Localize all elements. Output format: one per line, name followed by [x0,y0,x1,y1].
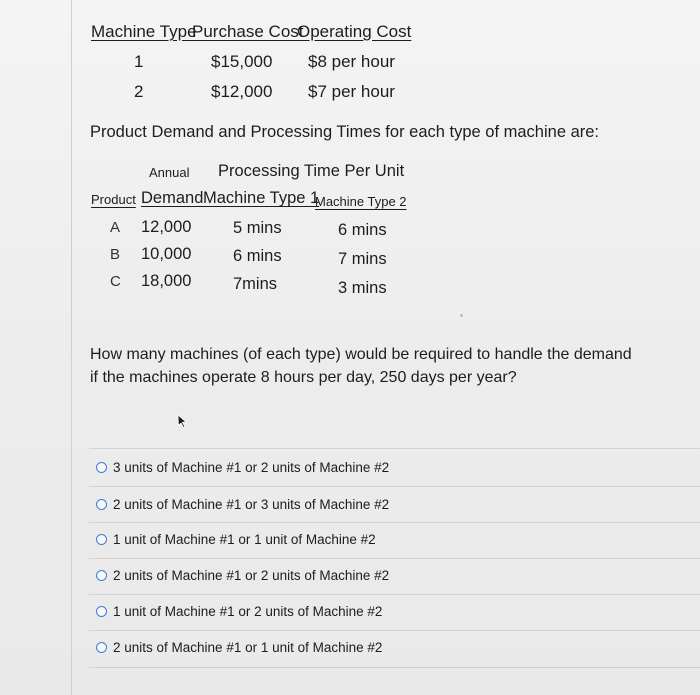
annual-label: Annual [149,165,190,180]
answer-option-1[interactable] [96,460,389,475]
option-divider [89,594,700,595]
radio-unselected-icon[interactable] [96,606,107,617]
processing-row-a-product: A [110,219,121,236]
processing-row-c-product: C [110,273,121,290]
machine-row-1-purchase: $15,000 [211,52,273,71]
radio-unselected-icon[interactable] [96,462,107,473]
processing-header-machine-2: Machine Type 2 [315,194,407,209]
answer-option-6[interactable] [96,640,382,655]
radio-unselected-icon[interactable] [96,642,107,653]
machine-row-2-purchase: $12,000 [211,82,273,101]
processing-row-b-demand: 10,000 [141,245,192,263]
question-line-1: How many machines (of each type) would be required to handle the demand [90,346,632,363]
answer-option-2[interactable] [96,497,389,512]
processing-row-c-mt2: 3 mins [338,279,387,297]
option-divider [89,667,700,668]
option-divider [89,486,700,487]
answer-option-5[interactable] [96,604,382,619]
processing-row-b-mt1: 6 mins [233,247,282,265]
answer-option-3[interactable] [96,532,376,547]
machine-row-2-type: 2 [134,82,144,101]
machine-row-1-operating: $8 per hour [308,52,395,71]
radio-unselected-icon[interactable] [96,570,107,581]
machine-row-1-type: 1 [134,52,144,71]
question-line-2: if the machines operate 8 hours per day, 250 days per year? [90,369,517,386]
machine-row-2-operating: $7 per hour [308,82,395,101]
machine-table-header-operating: Operating Cost [297,22,412,41]
answer-option-label: 2 units of Machine #1 or 1 unit of Machine #2 [113,640,383,655]
answer-option-label: 2 units of Machine #1 or 3 units of Machine #2 [113,497,390,512]
answer-option-label: 1 unit of Machine #1 or 2 units of Machine #2 [113,604,383,619]
processing-header-machine-1: Machine Type 1 [203,189,320,207]
intro-text: Product Demand and Processing Times for each type of machine are: [90,123,600,141]
answer-option-label: 3 units of Machine #1 or 2 units of Machine #2 [113,460,390,475]
processing-row-a-mt1: 5 mins [233,219,282,237]
processing-row-a-mt2: 6 mins [338,221,387,239]
processing-header-demand: Demand [141,189,204,207]
processing-row-a-demand: 12,000 [141,218,192,236]
mouse-pointer-icon [176,414,188,428]
processing-row-b-mt2: 7 mins [338,250,387,268]
processing-header-product: Product [91,192,136,207]
radio-unselected-icon[interactable] [96,534,107,545]
processing-time-group-header: Processing Time Per Unit [218,162,405,180]
answer-option-label: 1 unit of Machine #1 or 1 unit of Machine #2 [113,532,376,547]
option-divider [89,558,700,559]
answer-option-label: 2 units of Machine #1 or 2 units of Machine #2 [113,568,390,583]
page-margin-rule [71,0,72,695]
option-divider [89,522,700,523]
stray-dot [460,314,463,317]
radio-unselected-icon[interactable] [96,499,107,510]
answer-option-4[interactable] [96,568,389,583]
machine-table-header-type: Machine Type [91,22,197,41]
processing-row-c-mt1: 7mins [233,275,278,293]
option-divider [89,448,700,449]
processing-row-b-product: B [110,246,121,263]
processing-row-c-demand: 18,000 [141,272,192,290]
option-divider [89,630,700,631]
machine-table-header-purchase: Purchase Cost [192,22,304,41]
